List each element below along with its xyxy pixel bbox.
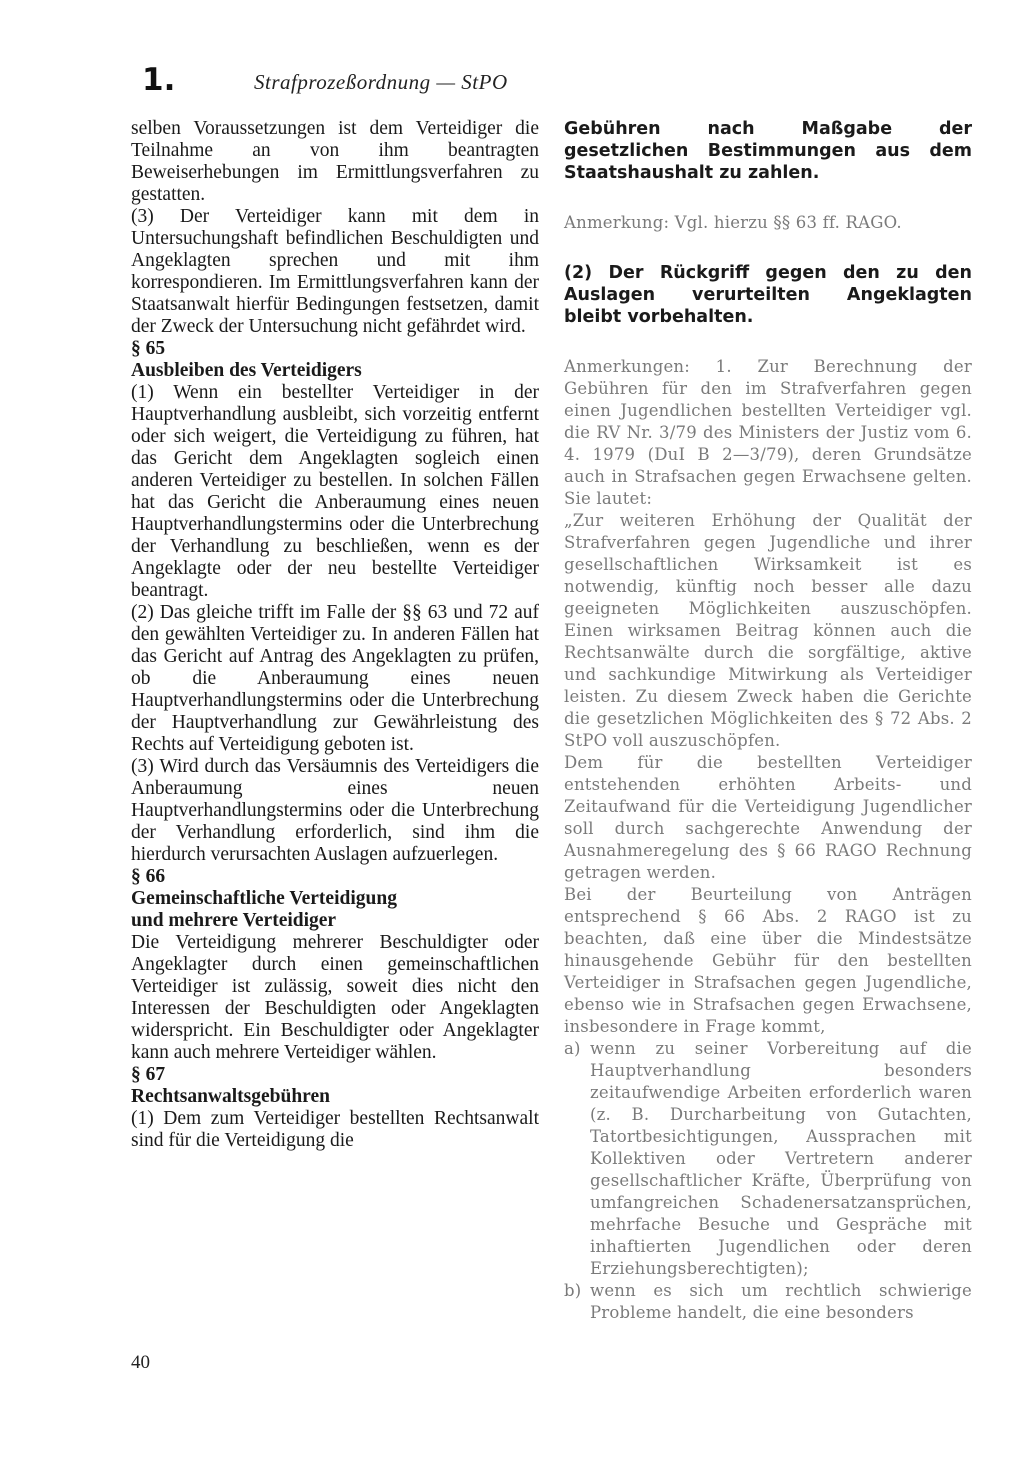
left-column	[131, 118, 539, 1152]
section-66-title-line-1: Gemeinschaftliche Verteidigung	[131, 888, 397, 909]
running-header-title: Strafprozeßordnung — StPO	[254, 70, 508, 94]
section-67-paragraph-1: (1) Dem zum Verteidiger bestellten Rechtsanwalt sind für die Verteidigung die	[131, 1108, 539, 1151]
paragraph-3: (3) Der Verteidiger kann mit dem in Untersuchungshaft befindlichen Beschuldigten und Angeklagten sprechen und mit ihm korrespondieren. Im Ermittlungsverfahren kann der Staatsanwalt hierfür Bedingungen festsetzen, damit der Zweck der Untersuchung nicht gefährdet wird.	[131, 206, 539, 337]
list-item-label: b)	[564, 1281, 582, 1300]
list-item	[564, 1038, 972, 1280]
chapter-number: 1.	[142, 62, 176, 98]
right-column	[564, 118, 972, 1324]
annotation-1: Anmerkung: Vgl. hierzu §§ 63 ff. RAGO.	[564, 213, 902, 232]
list-item-label: a)	[564, 1039, 581, 1058]
section-67-number: § 67	[131, 1064, 166, 1085]
annotation-2-quote: „Zur weiteren Erhöhung der Qualität der Strafverfahren gegen Jugendliche und ihrer gesellschaftlichen Wirksamkeit ist es notwendig, künftig noch besser alle dazu geeigneten Möglichkeiten auszuschöpfen. Einen wirksamen Beitrag können auch die Rechtsanwälte durch die sorgfältige, aktive und sachkundige Mitwirkung als Verteidiger leisten. Zu diesem Zweck haben die Gerichte die gesetzlichen Möglichkeiten des § 72 Abs. 2 StPO voll auszuschöpfen.	[564, 511, 972, 750]
annotation-2-intro: Anmerkungen: 1. Zur Berechnung der Gebühren für den im Strafverfahren gegen einen Jugendlichen bestellten Verteidiger vgl. die RV Nr. 3/79 des Ministers der Justiz vom 6. 4. 1979 (DuI B 2—3/79), deren Grundsätze auch in Strafsachen gegen Erwachsene gelten. Sie lautet:	[564, 357, 972, 508]
section-65-number: § 65	[131, 338, 166, 359]
paragraph-2-right: (2) Der Rückgriff gegen den zu den Auslagen verurteilten Angeklagten bleibt vorbehalten.	[564, 263, 972, 327]
section-66-number: § 66	[131, 866, 166, 887]
list-item-text: wenn zu seiner Vorbereitung auf die Hauptverhandlung besonders zeitaufwendige Arbeiten erforderlich waren (z. B. Durcharbeitung von Gutachten, Tatortbesichtigungen, Aussprachen mit Kollektiven oder Vertretern anderer gesellschaftlicher Kräfte, Überprüfung von umfangreichen Schadenersatzansprüchen, mehrfache Besuche und Gespräche mit inhaftierten Jugendlichen oder deren Erziehungsberechtigten);	[590, 1039, 972, 1278]
annotation-2-paragraph: Dem für die bestellten Verteidiger entstehenden erhöhten Arbeits- und Zeitaufwand für die Verteidigung Jugendlicher soll durch sachgerechte Anwendung der Ausnahmeregelung des § 66 RAGO Rechnung getragen werden.	[564, 753, 972, 882]
section-65-paragraph-2: (2) Das gleiche trifft im Falle der §§ 63 und 72 auf den gewählten Verteidiger zu. In anderen Fällen hat das Gericht auf Antrag des Angeklagten zu prüfen, ob die Anberaumung eines neuen Hauptverhandlungstermins oder die Unterbrechung der Hauptverhandlung zur Gewährleistung des Rechts auf Verteidigung geboten ist.	[131, 602, 539, 755]
section-65-title: Ausbleiben des Verteidigers	[131, 360, 362, 381]
section-66-title-line-2: und mehrere Verteidiger	[131, 910, 337, 931]
list-item	[564, 1280, 972, 1324]
paragraph-continuation-right: Gebühren nach Maßgabe der gesetzlichen Bestimmungen aus dem Staatshaushalt zu zahlen.	[564, 119, 972, 183]
page-number: 40	[131, 1352, 150, 1373]
section-65-paragraph-1: (1) Wenn ein bestellter Verteidiger in der Hauptverhandlung ausbleibt, sich vorzeitig entfernt oder sich weigert, die Verteidigung zu führen, hat das Gericht dem Angeklagten sogleich einen anderen Verteidiger zu bestellen. In solchen Fällen hat das Gericht die Anberaumung eines neuen Hauptverhandlungstermins oder die Unterbrechung der Verhandlung zu beschließen, wenn es der Angeklagte oder der neu bestellte Verteidiger beantragt.	[131, 382, 539, 601]
list-item-text: wenn es sich um rechtlich schwierige Probleme handelt, die eine besonders	[590, 1281, 972, 1322]
section-66-text: Die Verteidigung mehrerer Beschuldigter oder Angeklagter durch einen gemeinschaftlichen Verteidiger ist zulässig, soweit dies nicht den Interessen der Beschuldigten oder Angeklagten widerspricht. Ein Beschuldigter oder Angeklagter kann auch mehrere Verteidiger wählen.	[131, 932, 539, 1063]
section-67-title: Rechtsanwaltsgebühren	[131, 1086, 330, 1107]
annotation-2-assessment: Bei der Beurteilung von Anträgen entsprechend § 66 Abs. 2 RAGO ist zu beachten, daß eine über die Mindestsätze hinausgehende Gebühr für den bestellten Verteidiger in Strafsachen gegen Jugendliche, ebenso wie in Strafsachen gegen Erwachsene, insbesondere in Frage kommt,	[564, 885, 972, 1036]
section-65-paragraph-3: (3) Wird durch das Versäumnis des Verteidigers die Anberaumung eines neuen Hauptverhandlungstermins oder die Unterbrechung der Verhandlung erforderlich, sind ihm die hierdurch verursachten Auslagen aufzuerlegen.	[131, 756, 539, 865]
paragraph-continuation: selben Voraussetzungen ist dem Verteidiger die Teilnahme an von ihm beantragten Beweiserhebungen im Ermittlungsverfahren zu gestatten.	[131, 118, 539, 205]
